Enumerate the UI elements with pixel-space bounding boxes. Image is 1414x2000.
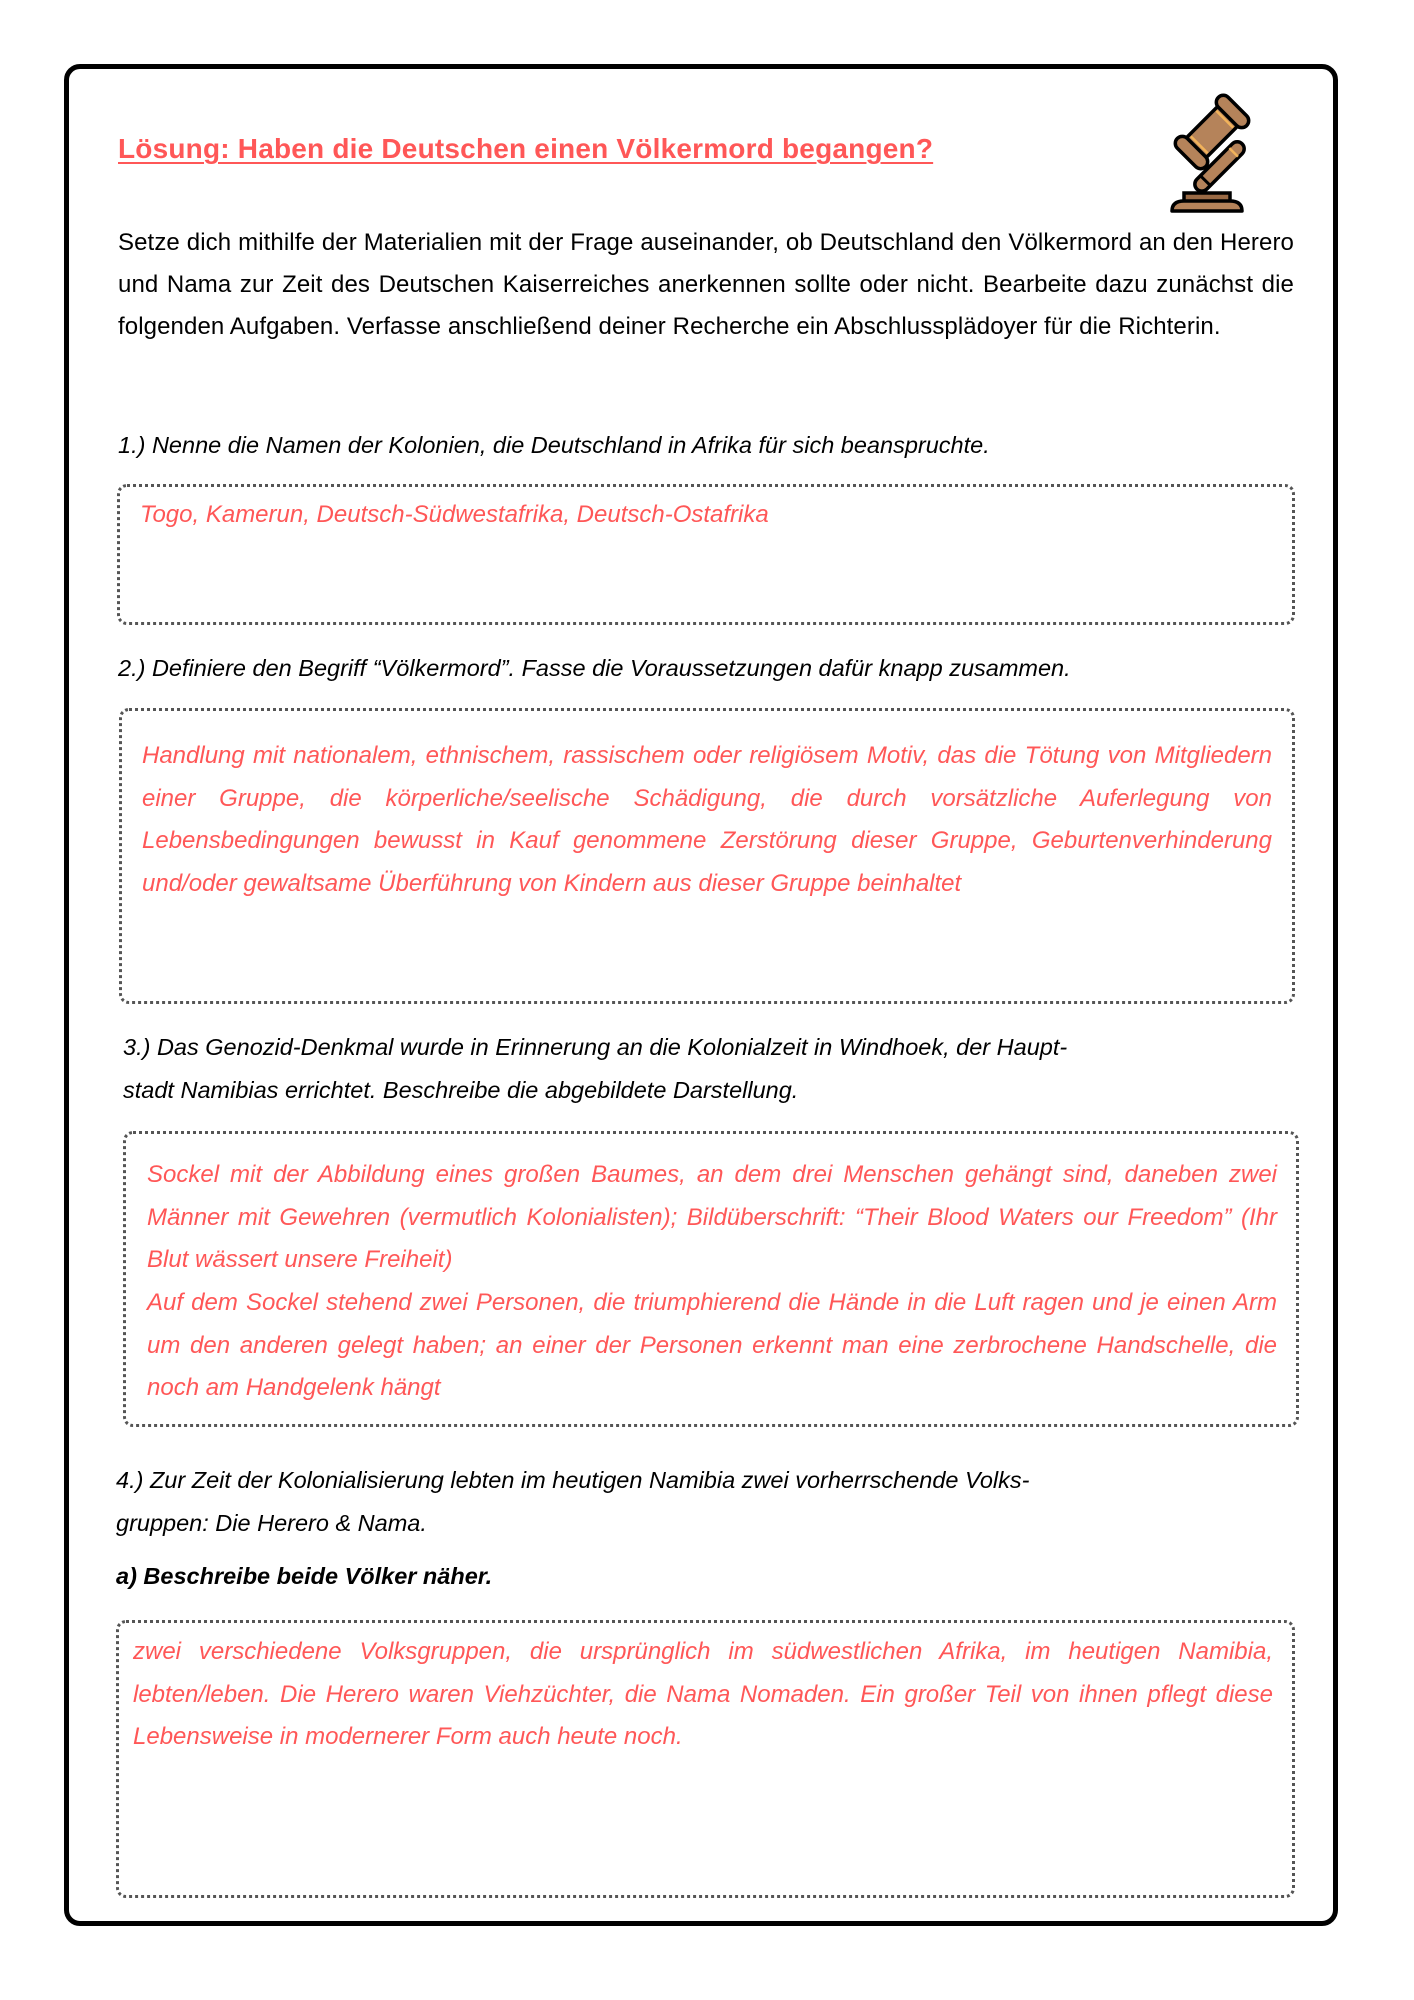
task-3-answer-paragraph-2: Auf dem Sockel stehend zwei Personen, die triumphierend die Hände in die Luft ragen und je einen Arm um den anderen gelegt haben; an einer der Personen erkennt man eine zerbrochene Handschelle, die noch am Handgelenk hängt	[147, 1289, 1277, 1401]
task-2-answer: Handlung mit nationalem, ethnischem, rassischem oder religiösem Motiv, das die Tötung von Mitgliedern einer Gruppe, die körperliche/seelische Schädigung, die durch vorsätzliche Auferlegung von Lebensbedingungen bewusst in Kauf genommene Zerstörung dieser Gruppe, Geburtenverhinderung und/oder gewaltsame Überführung von Kindern aus dieser Gruppe beinhaltet	[142, 742, 1272, 897]
task-1-answer-box[interactable]	[117, 484, 1295, 625]
task-2-question: 2.) Definiere den Begriff “Völkermord”. Fasse die Voraussetzungen dafür knapp zusammen.	[118, 655, 1071, 681]
page-title: Lösung: Haben die Deutschen einen Völkermord begangen?	[118, 133, 934, 164]
task-4a-answer-box[interactable]	[116, 1620, 1295, 1898]
task-3-answer-box[interactable]	[123, 1131, 1299, 1427]
task-1-answer: Togo, Kamerun, Deutsch-Südwestafrika, Deutsch-Ostafrika	[140, 501, 769, 528]
task-2-answer-box[interactable]	[119, 708, 1295, 1004]
intro-paragraph: Setze dich mithilfe der Materialien mit der Frage auseinander, ob Deutschland den Völkermord an den Herero und Nama zur Zeit des Deutschen Kaiserreiches anerkennen sollte oder nicht. Bearbeite dazu zunächst die folgenden Aufgaben. Verfasse anschließend deiner Recherche ein Abschlussplädoyer für die Richterin.	[118, 229, 1294, 340]
task-4a-answer: zwei verschiedene Volksgruppen, die ursprünglich im südwestlichen Afrika, im heutigen Namibia, lebten/leben. Die Herero waren Viehzüchter, die Nama Nomaden. Ein großer Teil von ihnen pflegt diese Lebensweise in modernerer Form auch heute noch.	[133, 1638, 1273, 1750]
task-4-question-line-1: 4.) Zur Zeit der Kolonialisierung lebten im heutigen Namibia zwei vorherrschende Volks-	[116, 1467, 1030, 1493]
task-3-answer-paragraph-1: Sockel mit der Abbildung eines großen Baumes, an dem drei Menschen gehängt sind, daneben zwei Männer mit Gewehren (vermutlich Kolonialisten); Bildüberschrift: “Their Blood Waters our Freedom” (Ihr Blut wässert unsere Freiheit)	[147, 1161, 1277, 1273]
task-3-question-line-2: stadt Namibias errichtet. Beschreibe die abgebildete Darstellung.	[123, 1077, 799, 1103]
gavel-icon	[1168, 90, 1266, 214]
task-1-question: 1.) Nenne die Namen der Kolonien, die Deutschland in Afrika für sich beanspruchte.	[118, 432, 990, 458]
task-4a-subquestion: a) Beschreibe beide Völker näher.	[116, 1563, 493, 1589]
task-4-question-line-2: gruppen: Die Herero & Nama.	[116, 1510, 427, 1536]
task-3-question-line-1: 3.) Das Genozid-Denkmal wurde in Erinnerung an die Kolonialzeit in Windhoek, der Haupt-	[123, 1034, 1068, 1060]
